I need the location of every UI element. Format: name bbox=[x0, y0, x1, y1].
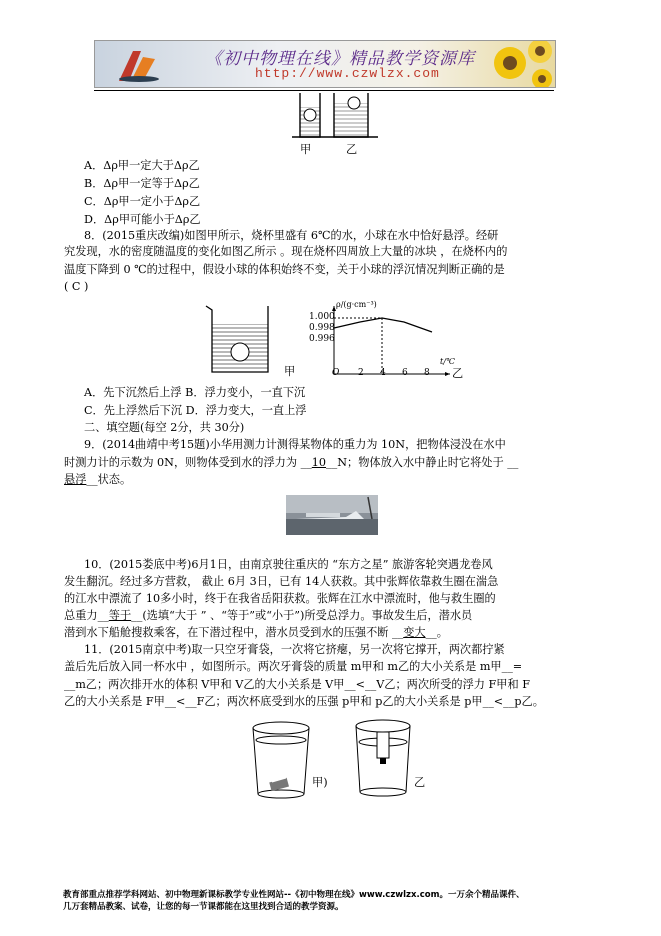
fig2-beaker-label: 甲 bbox=[284, 365, 296, 378]
q8-line1: 8．(2015重庆改编)如图甲所示，烧杯里盛有 6℃的水，小球在水中恰好悬浮。经研 bbox=[84, 229, 499, 242]
q9-answer-1: 10 bbox=[311, 456, 327, 469]
q9-line3-post: __状态。 bbox=[86, 473, 132, 486]
q11-line2: 盖后先后放入同一杯水中 ，如图所示。两次牙膏袋的质量 m甲和 m乙的大小关系是 m甲__= bbox=[64, 660, 523, 673]
xtick-origin: O bbox=[332, 368, 340, 378]
q10-line4-post: __(选填“大于 ” 、“等于”或“小于”)所受总浮力。事故发生后，潜水员 bbox=[131, 609, 473, 622]
header-banner bbox=[94, 40, 556, 88]
q11-line3: __m乙；两次排开水的体积 V甲和 V乙的大小关系是 V甲__<__V乙；两次所受的浮力 F甲和 F bbox=[64, 678, 530, 691]
q10-answer-1: 等于 bbox=[108, 609, 132, 622]
q10-line5-pre: 潜到水下船舱搜救乘客，在下潜过程中，潜水员受到水的压强不断 __ bbox=[64, 626, 404, 639]
q9-line2-mid: __N；物体放入水中静止时它将处于 __ bbox=[326, 456, 519, 469]
q10-line3: 的江水中漂流了 10多小时，终于在我省岳阳获救。张辉在江水中漂流时，他与救生圈的 bbox=[64, 592, 496, 605]
q10-line2: 发生翻沉。经过多方营救， 截止 6月 3日，已有 14人获救。其中张辉依靠救生圈在湍急 bbox=[64, 575, 499, 588]
q7-option-d: D．Δρ甲可能小于Δρ乙 bbox=[84, 213, 201, 226]
q10-line1: 10．(2015娄底中考)6月1日，由南京驶往重庆的 “东方之星” 旅游客轮突遇龙卷风 bbox=[84, 558, 493, 571]
q9-line1: 9．(2014曲靖中考15题)小华用测力计测得某物体的重力为 10N，把物体浸没在水中 bbox=[84, 438, 506, 451]
graph-xlabel: t/℃ bbox=[440, 357, 455, 366]
fig1-label-a: 甲 bbox=[300, 143, 312, 156]
q8-line2: 究发现，水的密度随温度的变化如图乙所示 。现在烧杯四周放上大量的冰块 ，在烧杯内的 bbox=[64, 245, 508, 258]
q10-line5 bbox=[64, 625, 448, 640]
cup-flattened-tube bbox=[248, 720, 314, 800]
capsized-ship-photo bbox=[286, 495, 378, 535]
q10-line4-pre: 总重力__ bbox=[64, 609, 109, 622]
q10-line5-post: __。 bbox=[425, 626, 448, 639]
q11-line1: 11．(2015南京中考)取一只空牙膏袋，一次将它挤瘪，另一次将它撑开，两次都拧紧 bbox=[84, 643, 505, 656]
ytick-0996: 0.996 bbox=[309, 334, 335, 344]
footer-line1: 教育部重点推荐学科网站、初中物理新课标教学专业性网站--《初中物理在线》www.czwlzx.com。一万余个精品课件、 bbox=[63, 890, 525, 900]
fig3-label-a: 甲) bbox=[312, 776, 328, 789]
figure-beaker bbox=[202, 302, 282, 380]
q9-line2-pre: 时测力计的示数为 0N，则物体受到水的浮力为 __ bbox=[64, 456, 312, 469]
graph-ylabel: ρ/(g·cm⁻³) bbox=[336, 300, 377, 309]
header-rule bbox=[94, 90, 554, 91]
xtick-4: 4 bbox=[380, 368, 386, 378]
q9-line2 bbox=[64, 455, 518, 470]
q7-option-a: A．Δρ甲一定大于Δρ乙 bbox=[84, 159, 200, 172]
q8-options-row1: A．先下沉然后上浮 B．浮力变小，一直下沉 bbox=[84, 386, 306, 399]
ytick-1000: 1.000 bbox=[309, 312, 335, 322]
banner-title: 《初中物理在线》精品教学资源库 bbox=[205, 49, 475, 69]
q10-line4 bbox=[64, 608, 472, 623]
xtick-6: 6 bbox=[402, 368, 408, 378]
section-fill-in-blank: 二、填空题(每空 2分，共 30分) bbox=[84, 421, 245, 434]
q8-line3: 温度下降到 0 ℃的过程中，假设小球的体积始终不变，关于小球的浮沉情况判断正确的是 bbox=[64, 263, 505, 276]
ytick-0998: 0.998 bbox=[309, 323, 335, 333]
site-logo bbox=[115, 45, 161, 83]
xtick-2: 2 bbox=[358, 368, 364, 378]
q9-answer-2: 悬浮 bbox=[64, 473, 87, 486]
banner-url[interactable]: http://www.czwlzx.com bbox=[255, 66, 440, 81]
q7-option-c: C．Δρ甲一定小于Δρ乙 bbox=[84, 195, 201, 208]
q11-line4: 乙的大小关系是 F甲__<__F乙；两次杯底受到水的压强 p甲和 p乙的大小关系是 p甲__<__p乙。 bbox=[64, 695, 544, 708]
sunflower-image bbox=[490, 41, 554, 87]
q7-option-b: B．Δρ甲一定等于Δρ乙 bbox=[84, 177, 200, 190]
fig2-graph-label: 乙 bbox=[452, 367, 464, 380]
footer-text bbox=[63, 889, 524, 913]
xtick-8: 8 bbox=[424, 368, 430, 378]
q8-answer: ( C ) bbox=[64, 280, 89, 293]
cup-expanded-tube bbox=[352, 718, 414, 798]
q10-answer-2: 变大 bbox=[403, 626, 426, 639]
fig1-label-b: 乙 bbox=[346, 143, 358, 156]
fig3-label-b: 乙 bbox=[414, 776, 426, 789]
q9-line3 bbox=[64, 472, 131, 487]
footer-line2: 几万套精品教案、试卷，让您的每一节课都能在这里找到合适的教学资源。 bbox=[63, 902, 344, 912]
q8-options-row2: C．先上浮然后下沉 D．浮力变大，一直上浮 bbox=[84, 404, 307, 417]
